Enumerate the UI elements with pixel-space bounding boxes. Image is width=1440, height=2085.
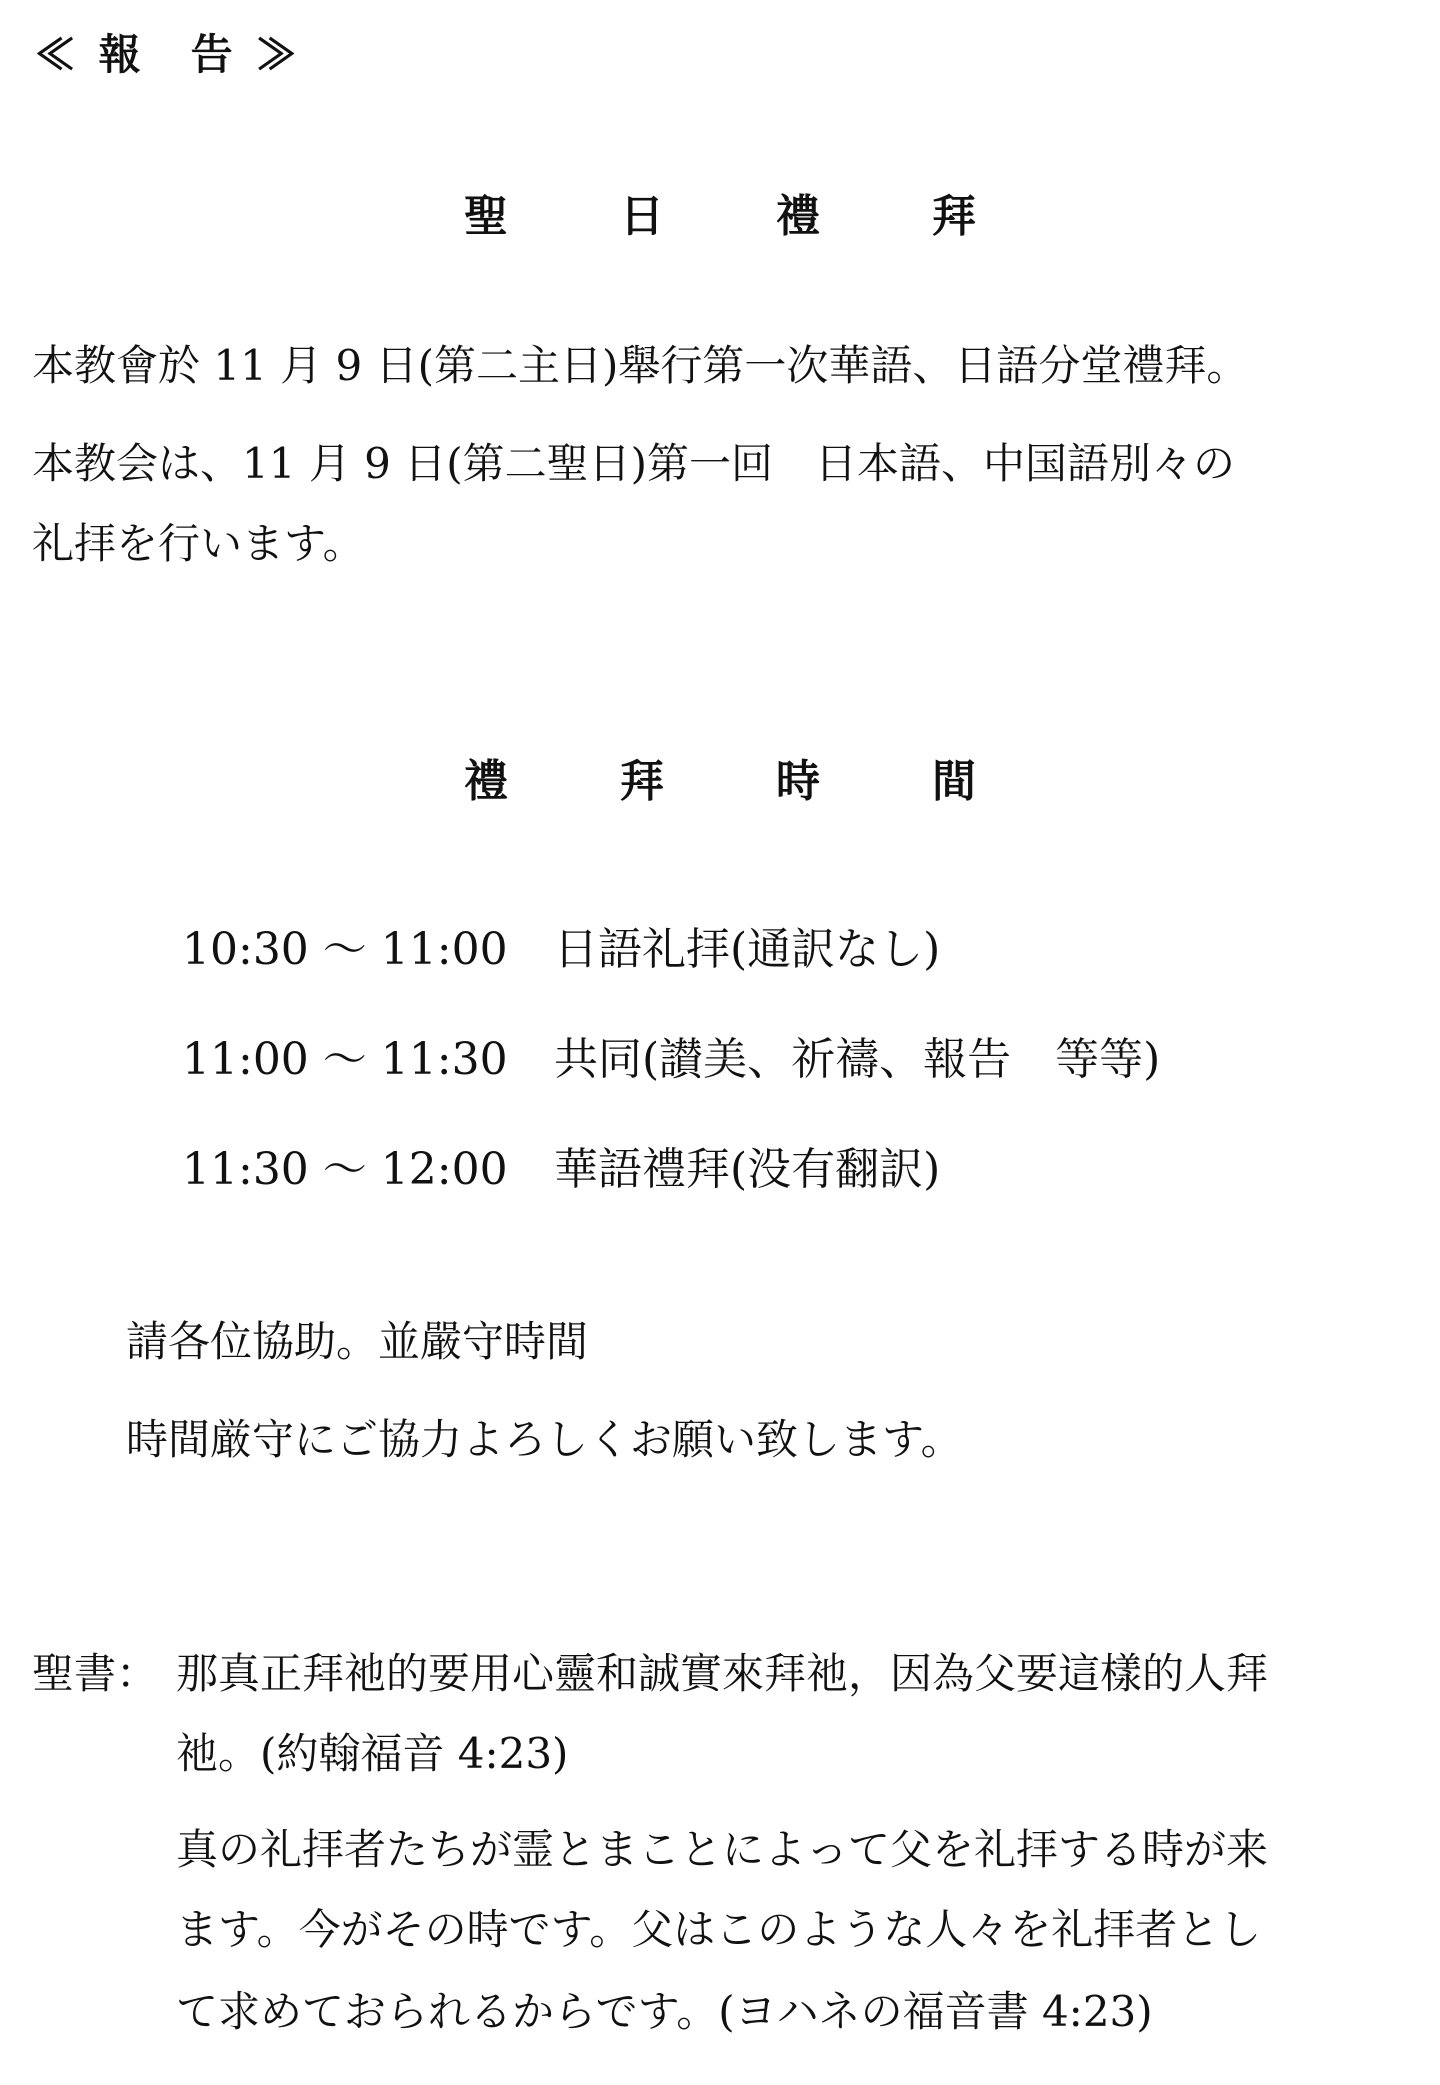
schedule-title: 禮 拜 時 間 xyxy=(464,756,1010,807)
scripture-chinese-line-1: 那真正拜祂的要用心靈和誠實來拜祂，因為父要這樣的人拜 xyxy=(176,1649,1269,1698)
scripture-label: 聖書： xyxy=(32,1649,159,1698)
schedule-time: 10:30 〜 11:00 xyxy=(182,924,508,975)
schedule-row xyxy=(182,1034,1160,1086)
announcement-chinese: 本教會於 11 月 9 日(第二主日)舉行第一次華語、日語分堂禮拜。 xyxy=(32,341,1249,390)
schedule-row xyxy=(182,1144,940,1196)
schedule-time: 11:00 〜 11:30 xyxy=(182,1034,508,1085)
schedule-description: 共同(讃美、祈禱、報告 等等) xyxy=(554,1034,1161,1085)
announcement-japanese-line-2: 礼拝を行います。 xyxy=(32,519,365,568)
scripture-japanese-line-2: ます。今がその時です。父はこのような人々を礼拝者とし xyxy=(176,1905,1262,1954)
announcement-japanese-line-1: 本教会は、11 月 9 日(第二聖日)第一回 日本語、中国語別々の xyxy=(32,439,1235,488)
report-header: ≪ 報 告 ≫ xyxy=(34,30,302,79)
schedule-description: 日語礼拝(通訳なし) xyxy=(554,924,941,975)
service-title: 聖 日 禮 拜 xyxy=(464,191,1010,242)
schedule-row xyxy=(182,924,940,976)
scripture-japanese-line-1: 真の礼拝者たちが霊とまことによって父を礼拝する時が来 xyxy=(176,1825,1269,1874)
request-chinese: 請各位協助。並嚴守時間 xyxy=(126,1317,589,1366)
schedule-time: 11:30 〜 12:00 xyxy=(182,1144,508,1195)
scripture-chinese-line-2: 祂。(約翰福音 4:23) xyxy=(176,1729,569,1778)
schedule-description: 華語禮拜(没有翻訳) xyxy=(554,1144,941,1195)
scripture-japanese-line-3: て求めておられるからです。(ヨハネの福音書 4:23) xyxy=(176,1987,1153,2036)
request-japanese: 時間厳守にご協力よろしくお願い致します。 xyxy=(126,1415,963,1464)
